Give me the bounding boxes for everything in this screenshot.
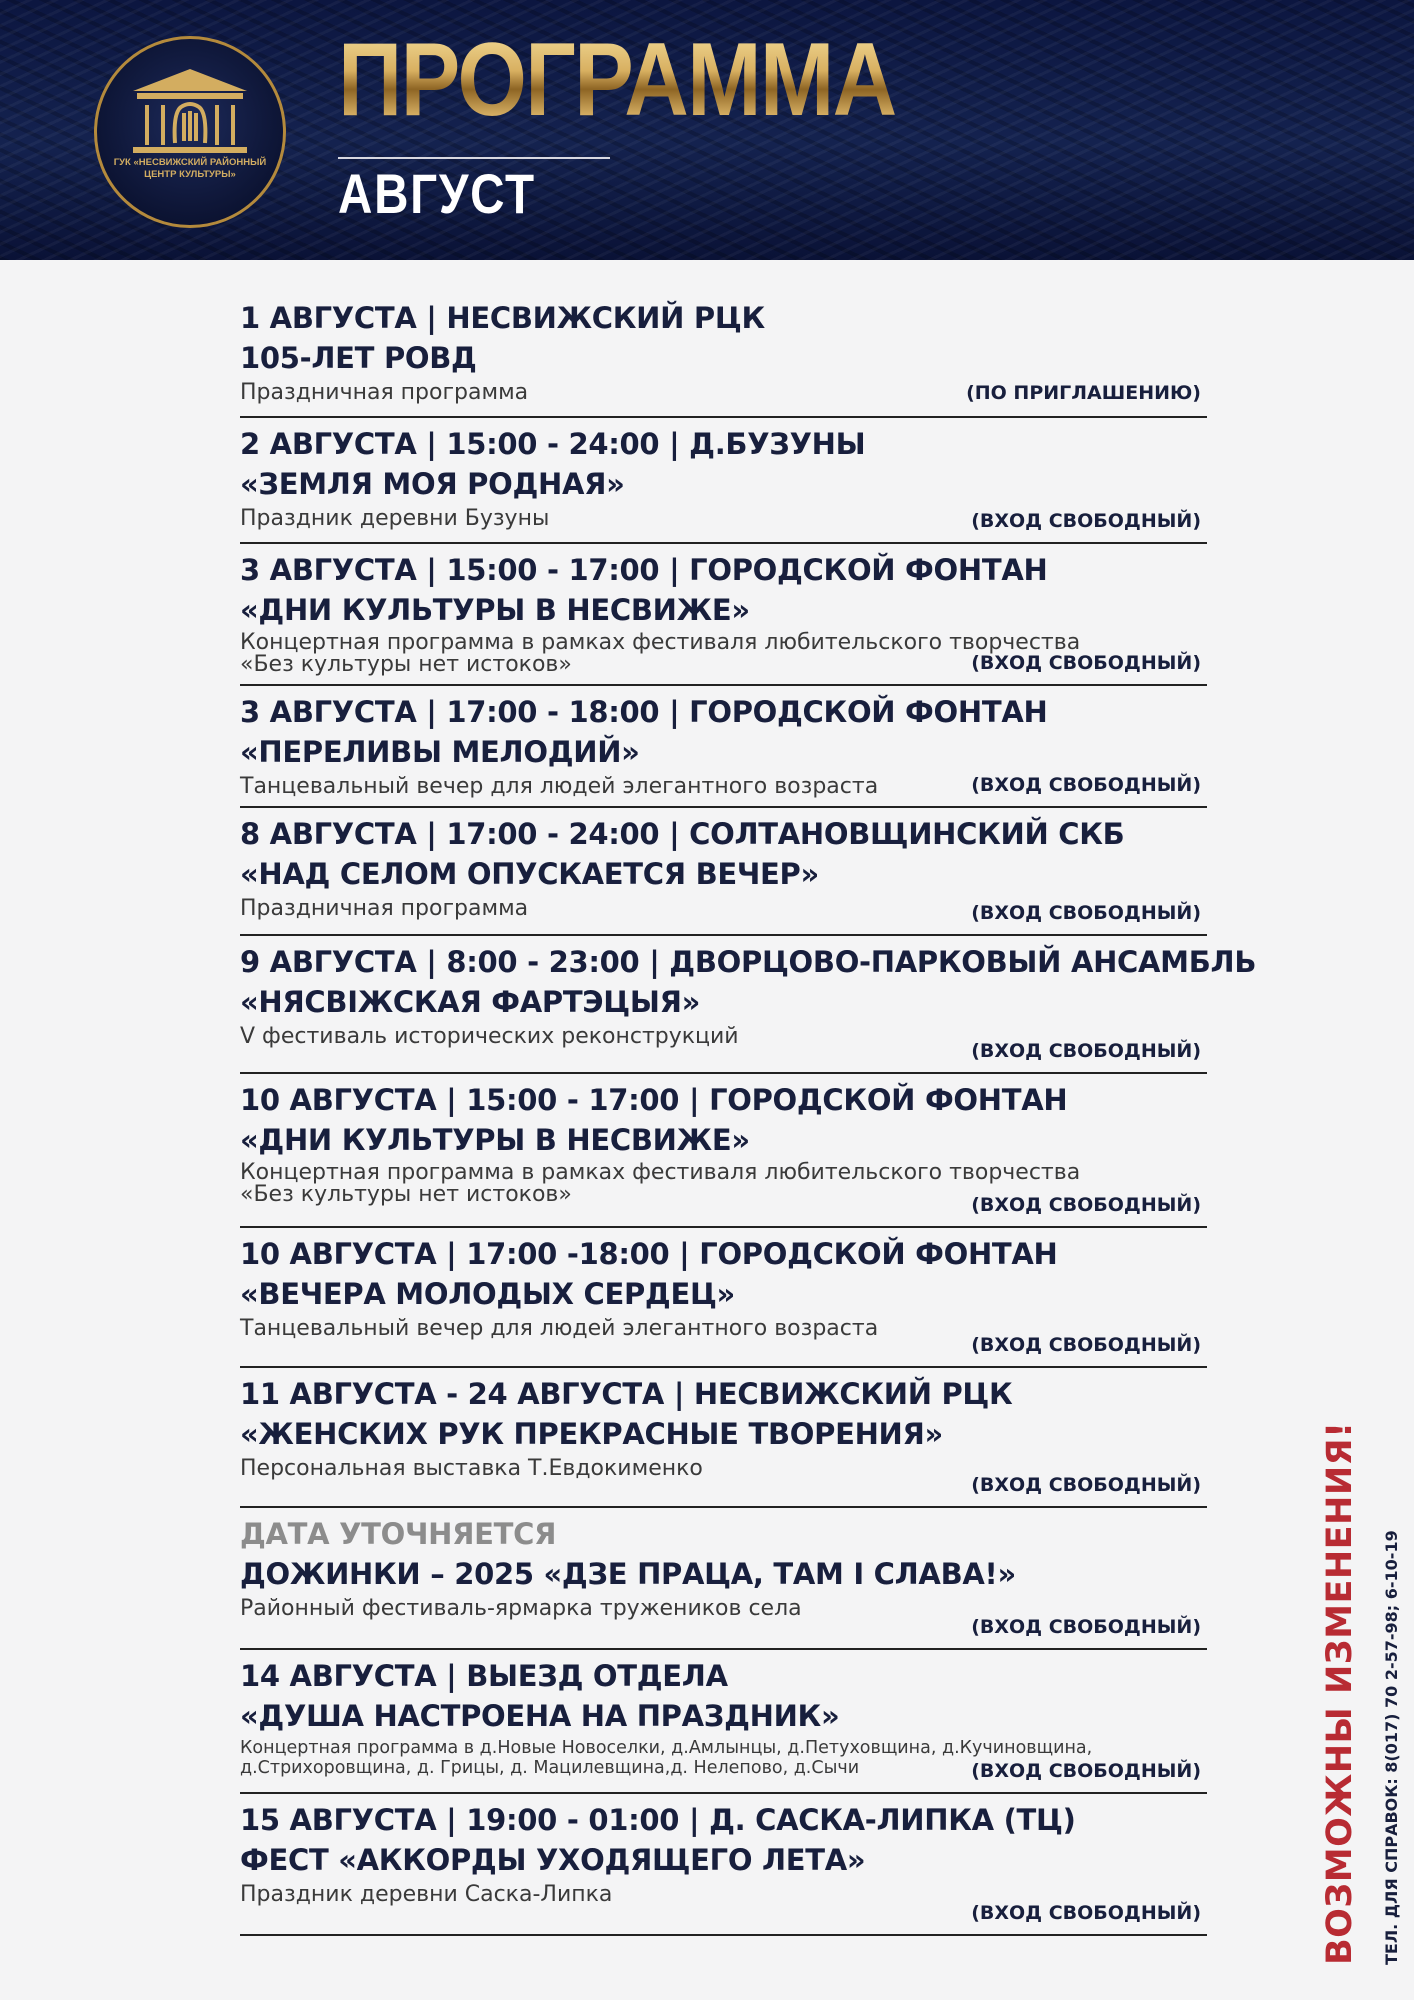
event-date-place: 11 АВГУСТА - 24 АВГУСТА | НЕСВИЖСКИЙ РЦК <box>240 1377 1013 1411</box>
event-entry-status: (ВХОД СВОБОДНЫЙ) <box>971 1902 1201 1924</box>
event-date-place: 3 АВГУСТА | 17:00 - 18:00 | ГОРОДСКОЙ ФОНТАН <box>240 695 1048 729</box>
event-date-place: 3 АВГУСТА | 15:00 - 17:00 | ГОРОДСКОЙ ФОНТАН <box>240 553 1048 587</box>
event-item <box>240 686 1207 808</box>
event-entry-status: (ВХОД СВОБОДНЫЙ) <box>971 652 1201 674</box>
event-title: «ДНИ КУЛЬТУРЫ В НЕСВИЖЕ» <box>240 593 750 627</box>
event-description: Праздник деревни Бузуны <box>240 506 550 531</box>
event-item <box>240 292 1207 418</box>
event-title: «ЗЕМЛЯ МОЯ РОДНАЯ» <box>240 467 625 501</box>
event-entry-status: (ВХОД СВОБОДНЫЙ) <box>971 510 1201 532</box>
event-description: V фестиваль исторических реконструкций <box>240 1024 739 1049</box>
event-description: Районный фестиваль-ярмарка тружеников села <box>240 1596 802 1621</box>
theater-building-icon <box>123 61 257 157</box>
event-entry-status: (ВХОД СВОБОДНЫЙ) <box>971 902 1201 924</box>
event-date-place: 2 АВГУСТА | 15:00 - 24:00 | Д.БУЗУНЫ <box>240 427 866 461</box>
event-date-place: 8 АВГУСТА | 17:00 - 24:00 | СОЛТАНОВЩИНСКИЙ СКБ <box>240 817 1125 851</box>
event-item <box>240 808 1207 936</box>
event-entry-status: (ВХОД СВОБОДНЫЙ) <box>971 1334 1201 1356</box>
event-list <box>240 292 1257 1936</box>
changes-notice: ВОЗМОЖНЫ ИЗМЕНЕНИЯ! <box>1320 1421 1360 1965</box>
event-title: ФЕСТ «АККОРДЫ УХОДЯЩЕГО ЛЕТА» <box>240 1843 866 1877</box>
event-date-place: 10 АВГУСТА | 15:00 - 17:00 | ГОРОДСКОЙ ФОНТАН <box>240 1083 1068 1117</box>
event-description-line2: д.Стрихоровщина, д. Грицы, д. Мацилевщина,д. Нелепово, д.Сычи <box>240 1758 860 1778</box>
event-date-place: 15 АВГУСТА | 19:00 - 01:00 | Д. САСКА-ЛИПКА (ТЦ) <box>240 1803 1076 1837</box>
event-entry-status: (ПО ПРИГЛАШЕНИЮ) <box>966 382 1201 404</box>
event-entry-status: (ВХОД СВОБОДНЫЙ) <box>971 1040 1201 1062</box>
event-title: «ЖЕНСКИХ РУК ПРЕКРАСНЫЕ ТВОРЕНИЯ» <box>240 1417 943 1451</box>
event-title: «НАД СЕЛОМ ОПУСКАЕТСЯ ВЕЧЕР» <box>240 857 819 891</box>
event-item <box>240 1074 1207 1228</box>
event-description: Праздник деревни Саска-Липка <box>240 1882 613 1907</box>
event-description: Танцевальный вечер для людей элегантного возраста <box>240 774 879 799</box>
event-item <box>240 1228 1207 1368</box>
event-item <box>240 1650 1207 1794</box>
event-description: Концертная программа в рамках фестиваля любительского творчества <box>240 630 1081 655</box>
event-item <box>240 1368 1207 1508</box>
event-description-line2: «Без культуры нет истоков» <box>240 652 572 677</box>
event-description: Концертная программа в рамках фестиваля любительского творчества <box>240 1160 1081 1185</box>
event-entry-status: (ВХОД СВОБОДНЫЙ) <box>971 1474 1201 1496</box>
header-banner <box>0 0 1414 260</box>
event-title: «ДНИ КУЛЬТУРЫ В НЕСВИЖЕ» <box>240 1123 750 1157</box>
event-entry-status: (ВХОД СВОБОДНЫЙ) <box>971 1760 1201 1782</box>
event-entry-status: (ВХОД СВОБОДНЫЙ) <box>971 774 1201 796</box>
event-title: ДОЖИНКИ – 2025 «ДЗЕ ПРАЦА, ТАМ І СЛАВА!» <box>240 1557 1016 1591</box>
event-date-place: 1 АВГУСТА | НЕСВИЖСКИЙ РЦК <box>240 301 765 335</box>
event-date-place: 14 АВГУСТА | ВЫЕЗД ОТДЕЛА <box>240 1659 728 1693</box>
event-item <box>240 418 1207 544</box>
logo-caption: ГУК «НЕСВИЖСКИЙ РАЙОННЫЙ ЦЕНТР КУЛЬТУРЫ» <box>113 157 267 180</box>
page-title: ПРОГРАММА <box>338 22 896 138</box>
event-entry-status: (ВХОД СВОБОДНЫЙ) <box>971 1616 1201 1638</box>
event-description: Персональная выставка Т.Евдокименко <box>240 1456 703 1481</box>
event-description: Танцевальный вечер для людей элегантного возраста <box>240 1316 879 1341</box>
phone-numbers: ТЕЛ. ДЛЯ СПРАВОК: 8(017) 70 2-57-98; 6-10-19 <box>1382 1530 1401 1965</box>
event-date-place: 10 АВГУСТА | 17:00 -18:00 | ГОРОДСКОЙ ФОНТАН <box>240 1237 1058 1271</box>
event-description: Праздничная программа <box>240 896 529 921</box>
title-divider <box>338 157 610 159</box>
event-title: «НЯСВІЖСКАЯ ФАРТЭЦЫЯ» <box>240 985 701 1019</box>
logo <box>94 36 286 228</box>
event-title: «ДУША НАСТРОЕНА НА ПРАЗДНИК» <box>240 1699 840 1733</box>
event-entry-status: (ВХОД СВОБОДНЫЙ) <box>971 1194 1201 1216</box>
event-description: Праздничная программа <box>240 380 529 405</box>
event-description-line2: «Без культуры нет истоков» <box>240 1182 572 1207</box>
phone-info <box>1380 1530 1404 1965</box>
event-item <box>240 936 1257 1074</box>
event-date-place: 9 АВГУСТА | 8:00 - 23:00 | ДВОРЦОВО-ПАРКОВЫЙ АНСАМБЛЬ <box>240 945 1257 979</box>
event-item <box>240 1794 1207 1936</box>
event-item <box>240 544 1207 686</box>
event-date-tbd: ДАТА УТОЧНЯЕТСЯ <box>240 1517 557 1551</box>
event-item <box>240 1508 1207 1650</box>
event-title: 105-ЛЕТ РОВД <box>240 341 477 375</box>
event-title: «ПЕРЕЛИВЫ МЕЛОДИЙ» <box>240 735 640 769</box>
month-title: АВГУСТ <box>338 162 536 225</box>
event-description: Концертная программа в д.Новые Новоселки, д.Амлынцы, д.Петуховщина, д.Кучиновщина, <box>240 1738 1093 1758</box>
event-title: «ВЕЧЕРА МОЛОДЫХ СЕРДЕЦ» <box>240 1277 735 1311</box>
